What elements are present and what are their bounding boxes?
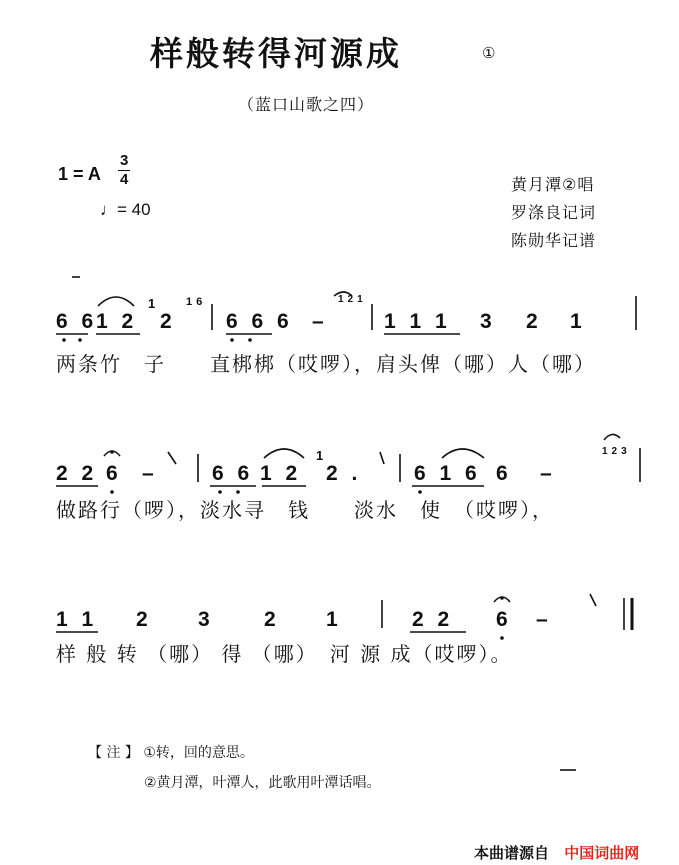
quarter-note-icon: ♩ (100, 200, 117, 219)
note: 6 (496, 462, 512, 485)
key-signature: 1 = A (58, 164, 101, 184)
note-group: 2 (160, 310, 176, 333)
note-group: 1 1 (56, 608, 98, 631)
breath-mark (380, 452, 384, 464)
annotations-block (88, 738, 381, 798)
grace-note: 16 (186, 296, 207, 308)
meter-denominator: 4 (120, 171, 129, 188)
note: 3 (198, 608, 214, 631)
grace-note: 121 (338, 294, 367, 305)
note-group: 1 2 (260, 462, 302, 485)
slur-mark (264, 449, 304, 458)
annotation-note-2: ②黄月潭，叶潭人，此歌用叶潭话唱。 (144, 775, 381, 791)
fermata-dot (110, 450, 114, 454)
song-title: 样般转得河源成 (150, 34, 402, 73)
low-octave-dot (218, 490, 222, 494)
low-octave-dot (500, 636, 504, 640)
meter-numerator: 3 (120, 152, 129, 169)
credit-singer: 黄月潭②唱 (511, 175, 595, 194)
note: 2 (526, 310, 542, 333)
dash: – (540, 462, 556, 485)
grace-note: 123 (602, 446, 631, 457)
breath-mark (590, 594, 596, 606)
low-octave-dot (110, 490, 114, 494)
slur-mark (442, 449, 484, 458)
note-group: 2 2 (56, 462, 98, 485)
credit-score: 陈勋华记谱 (511, 231, 597, 250)
song-subtitle: （蓝口山歌之四） (238, 95, 375, 114)
dash: – (536, 608, 552, 631)
slur-mark (334, 292, 352, 296)
footer-brand-link[interactable]: 中国词曲网 (564, 844, 640, 862)
note-group: 2 2 (412, 608, 454, 631)
note: 3 (480, 310, 496, 333)
note-group: 1 2 (96, 310, 138, 333)
breath-mark (168, 452, 176, 464)
score-line-3-lyrics: 样 般 转 （哪） 得 （哪） 河 源 成（哎啰）。 (56, 642, 513, 666)
tempo-value: = 40 (117, 200, 151, 219)
note: 1 (570, 310, 586, 333)
note-dotted: 2 . (326, 462, 362, 485)
low-octave-dot (62, 338, 66, 342)
low-octave-dot (230, 338, 234, 342)
low-octave-dot (418, 490, 422, 494)
grace-note: 1 (316, 448, 328, 463)
low-octave-dot (78, 338, 82, 342)
dash: – (312, 310, 328, 333)
note-fermata: 6 (496, 608, 512, 631)
note-group: 6 6 6 (226, 310, 293, 333)
score-line-2-lyrics: 做路行（啰），淡水寻 钱 淡水 使 （哎啰）， (56, 498, 554, 522)
dash: – (142, 462, 158, 485)
slur-mark (98, 297, 134, 306)
slur-mark (604, 434, 620, 440)
footer-source (474, 842, 639, 863)
fermata-dot (500, 596, 504, 600)
low-octave-dot (236, 490, 240, 494)
note-group: 6 6 (56, 310, 98, 333)
annotation-label: 【 注 】 (88, 745, 139, 761)
title-footnote-marker: ① (482, 44, 496, 62)
note-group: 6 6 (212, 462, 254, 485)
grace-note: 1 (148, 296, 160, 311)
note: 1 (326, 608, 342, 631)
note-fermata: 6 (106, 462, 122, 485)
low-octave-dot (248, 338, 252, 342)
annotation-note-1: ①转，回的意思。 (143, 745, 254, 761)
footer-source-text: 本曲谱源自 (474, 844, 550, 862)
note: 2 (264, 608, 280, 631)
score-line-1-lyrics: 两条竹 子 直梆梆（哎啰），肩头俾（哪）人（哪） (56, 352, 596, 376)
note-group: 1 1 1 (384, 310, 451, 333)
note: 2 (136, 608, 152, 631)
credit-lyrics: 罗涤良记词 (511, 203, 597, 222)
note-group: 6 1 6 (414, 462, 481, 485)
